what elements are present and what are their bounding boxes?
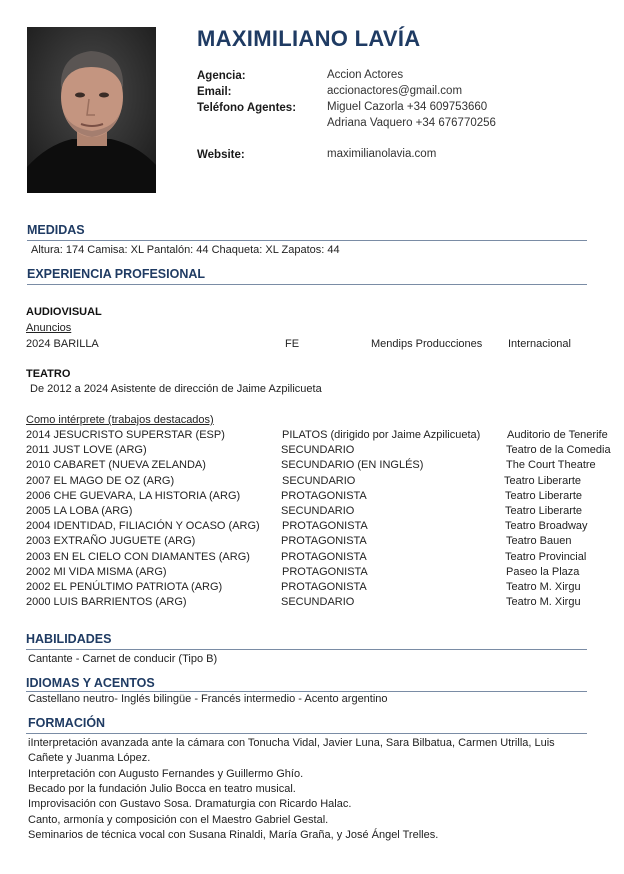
theatre-credit-work: 2002 EL PENÚLTIMO PATRIOTA (ARG)	[26, 581, 223, 593]
anuncio-work: 2024 BARILLA	[26, 338, 99, 350]
theatre-credit-work: 2006 CHE GUEVARA, LA HISTORIA (ARG)	[26, 490, 241, 502]
theatre-credit-place: Teatro Liberarte	[505, 490, 583, 502]
section-divider	[26, 691, 587, 692]
theatre-credit-place: Teatro de la Comedia	[506, 444, 611, 456]
section-divider	[26, 649, 587, 650]
formacion-line: Interpretación con Augusto Fernandes y Guillermo Ghío.	[28, 768, 304, 780]
theatre-credit-work: 2014 JESUCRISTO SUPERSTAR (ESP)	[26, 429, 225, 441]
anuncio-company: Mendips Producciones	[371, 338, 483, 350]
formacion-line: Seminarios de técnica vocal con Susana Rinaldi, María Graña, y José Ángel Trelles.	[28, 829, 439, 841]
portrait-illustration	[27, 27, 156, 193]
section-title-formacion: FORMACIÓN	[28, 716, 106, 730]
teatro-assistant-line: De 2012 a 2024 Asistente de dirección de Jaime Azpilicueta	[30, 383, 322, 395]
theatre-credit-place: Teatro M. Xirgu	[506, 596, 581, 608]
phone-agent-1: Miguel Cazorla +34 609753660	[327, 101, 488, 113]
section-title-medidas: MEDIDAS	[27, 223, 85, 237]
section-title-idiomas: IDIOMAS Y ACENTOS	[26, 676, 155, 690]
interprete-title: Como intérprete (trabajos destacados)	[26, 414, 214, 426]
theatre-credit-role: SECUNDARIO	[282, 475, 356, 487]
agency-value: Accion Actores	[327, 69, 404, 81]
theatre-credit-place: Teatro Broadway	[505, 520, 588, 532]
theatre-credit-role: SECUNDARIO	[281, 444, 355, 456]
theatre-credit-role: PROTAGONISTA	[282, 520, 368, 532]
theatre-credit-place: The Court Theatre	[506, 459, 596, 471]
section-title-experiencia: EXPERIENCIA PROFESIONAL	[27, 267, 206, 281]
section-divider	[27, 240, 587, 241]
section-divider	[27, 284, 587, 285]
email-label: Email:	[197, 86, 232, 98]
formacion-line: iInterpretación avanzada ante la cámara con Tonucha Vidal, Javier Luna, Sara Bilbatua, Carmen Utrilla, Luis	[28, 737, 555, 749]
theatre-credit-work: 2011 JUST LOVE (ARG)	[26, 444, 147, 456]
teatro-title: TEATRO	[26, 368, 71, 380]
candidate-name: MAXIMILIANO LAVÍA	[197, 26, 421, 51]
formacion-line: Becado por la fundación Julio Bocca en teatro musical.	[28, 783, 296, 795]
habilidades-text: Cantante - Carnet de conducir (Tipo B)	[28, 653, 218, 665]
profile-photo	[27, 27, 156, 193]
theatre-credit-role: PILATOS (dirigido por Jaime Azpilicueta)	[282, 429, 481, 441]
theatre-credit-work: 2000 LUIS BARRIENTOS (ARG)	[26, 596, 187, 608]
formacion-line: Cañete y Juanma López.	[28, 752, 151, 764]
formacion-line: Canto, armonía y composición con el Maestro Gabriel Gestal.	[28, 814, 329, 826]
theatre-credit-place: Auditorio de Tenerife	[507, 429, 608, 441]
theatre-credit-work: 2005 LA LOBA (ARG)	[26, 505, 133, 517]
theatre-credit-role: PROTAGONISTA	[282, 566, 368, 578]
agency-label: Agencia:	[197, 70, 246, 82]
email-link[interactable]: accionactores@gmail.com	[327, 85, 463, 97]
anuncios-title: Anuncios	[26, 322, 72, 334]
section-title-habilidades: HABILIDADES	[26, 632, 112, 646]
theatre-credit-role: SECUNDARIO	[281, 596, 355, 608]
theatre-credit-work: 2010 CABARET (NUEVA ZELANDA)	[26, 459, 206, 471]
section-divider	[26, 733, 587, 734]
theatre-credit-place: Teatro Liberarte	[505, 505, 583, 517]
website-label: Website:	[197, 149, 245, 161]
theatre-credit-work: 2004 IDENTIDAD, FILIACIÓN Y OCASO (ARG)	[26, 520, 260, 532]
theatre-credit-place: Teatro Bauen	[506, 535, 572, 547]
theatre-credit-role: SECUNDARIO (EN INGLÉS)	[281, 459, 424, 471]
website-link[interactable]: maximilianolavia.com	[327, 148, 437, 160]
formacion-line: Improvisación con Gustavo Sosa. Dramaturgia con Ricardo Halac.	[28, 798, 352, 810]
theatre-credit-place: Teatro Liberarte	[504, 475, 582, 487]
phone-label: Teléfono Agentes:	[197, 102, 297, 114]
anuncio-role: FE	[285, 338, 300, 350]
audiovisual-title: AUDIOVISUAL	[26, 306, 102, 318]
theatre-credit-role: SECUNDARIO	[281, 505, 355, 517]
theatre-credit-role: PROTAGONISTA	[281, 581, 367, 593]
idiomas-text: Castellano neutro- Inglés bilingüe - Francés intermedio - Acento argentino	[28, 693, 388, 705]
theatre-credit-work: 2003 EXTRAÑO JUGUETE (ARG)	[26, 535, 196, 547]
theatre-credit-role: PROTAGONISTA	[281, 490, 367, 502]
phone-agent-2: Adriana Vaquero +34 676770256	[327, 117, 496, 129]
theatre-credit-work: 2007 EL MAGO DE OZ (ARG)	[26, 475, 175, 487]
theatre-credit-work: 2002 MI VIDA MISMA (ARG)	[26, 566, 167, 578]
theatre-credit-work: 2003 EN EL CIELO CON DIAMANTES (ARG)	[26, 551, 250, 563]
theatre-credit-place: Teatro Provincial	[505, 551, 587, 563]
theatre-credit-place: Paseo la Plaza	[506, 566, 580, 578]
theatre-credit-role: PROTAGONISTA	[281, 551, 367, 563]
theatre-credit-role: PROTAGONISTA	[281, 535, 367, 547]
anuncio-place: Internacional	[508, 338, 571, 350]
medidas-text: Altura: 174 Camisa: XL Pantalón: 44 Chaqueta: XL Zapatos: 44	[31, 244, 340, 256]
theatre-credit-place: Teatro M. Xirgu	[506, 581, 581, 593]
